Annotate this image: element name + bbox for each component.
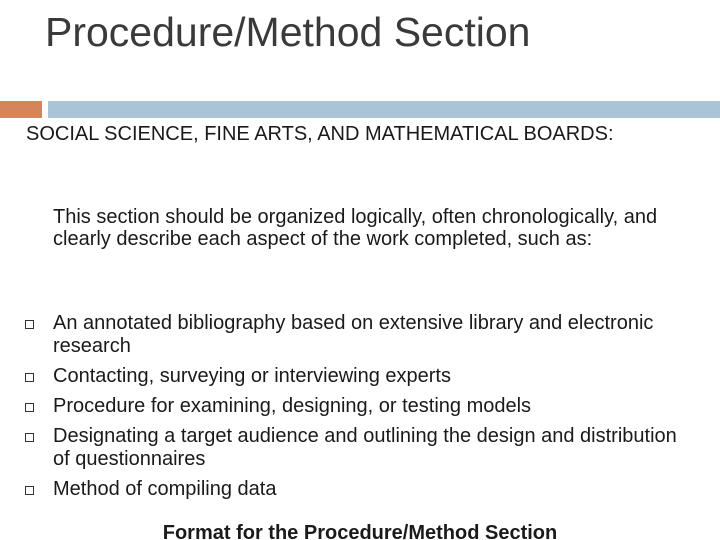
list-item bbox=[24, 312, 694, 358]
hollow-square-icon bbox=[25, 486, 34, 495]
list-item bbox=[24, 425, 694, 471]
footer-caption: Format for the Procedure/Method Section bbox=[162, 522, 558, 540]
bullet-list bbox=[24, 312, 694, 508]
list-item-text: Procedure for examining, designing, or testing models bbox=[53, 395, 532, 417]
list-item-text: An annotated bibliography based on extensive library and electronic research bbox=[53, 312, 654, 357]
list-item bbox=[24, 478, 694, 501]
hollow-square-icon bbox=[25, 433, 34, 442]
section-heading: SOCIAL SCIENCE, FINE ARTS, AND MATHEMATICAL BOARDS: bbox=[26, 123, 614, 145]
hollow-square-icon bbox=[25, 373, 34, 382]
list-item bbox=[24, 365, 694, 388]
list-item-text: Method of compiling data bbox=[53, 478, 277, 500]
list-item-text: Contacting, surveying or interviewing experts bbox=[53, 365, 451, 387]
slide-title: Procedure/Method Section bbox=[45, 9, 531, 55]
title-rule-bar bbox=[48, 101, 720, 118]
list-item bbox=[24, 395, 694, 418]
intro-paragraph: This section should be organized logically, often chronologically, and clearly describe each aspect of the work completed, such as: bbox=[53, 206, 658, 250]
list-item-text: Designating a target audience and outlining the design and distribution of questionnaires bbox=[53, 425, 677, 470]
title-rule-accent bbox=[0, 101, 42, 118]
hollow-square-icon bbox=[25, 403, 34, 412]
hollow-square-icon bbox=[25, 320, 34, 329]
